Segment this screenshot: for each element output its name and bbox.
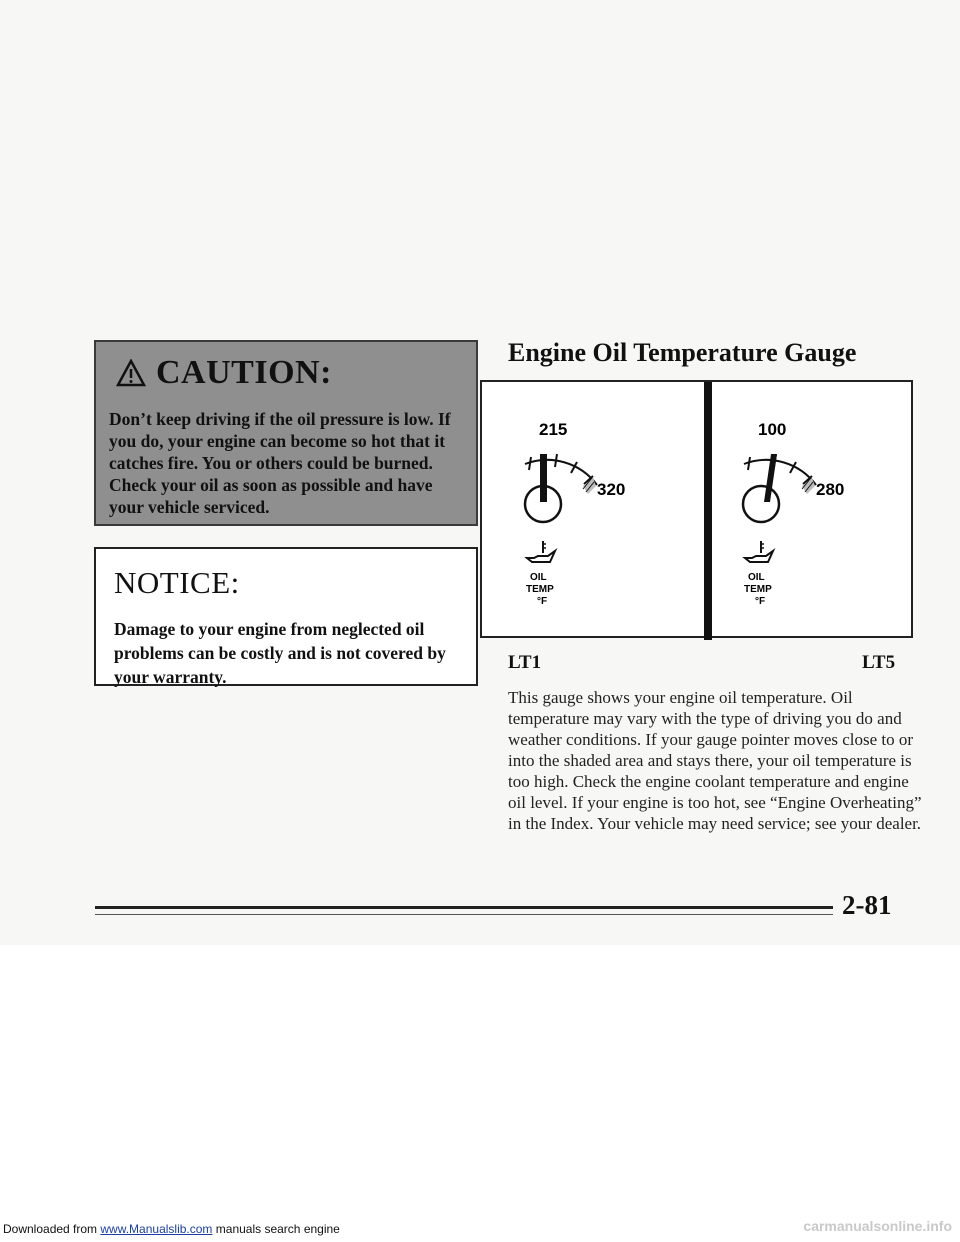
lt1-label-oil: OIL — [530, 572, 547, 583]
caution-text: Don’t keep driving if the oil pressure is low. If you do, your engine can become so hot that it catches fire. You or others could be burned. Check your oil as soon as possible and have your vehicle serviced. — [109, 409, 451, 517]
lt5-gauge — [743, 420, 844, 607]
lt1-gauge — [525, 420, 625, 607]
page-number: 2-81 — [842, 890, 892, 920]
watermark: carmanualsonline.info — [803, 1218, 952, 1234]
lt5-label-unit: °F — [755, 596, 766, 607]
warning-triangle-icon — [116, 359, 146, 387]
section-heading: Engine Oil Temperature Gauge — [508, 338, 857, 367]
download-footer — [3, 1222, 340, 1236]
oil-can-icon — [745, 551, 773, 562]
lt1-label-temp: TEMP — [526, 584, 554, 595]
caution-title: CAUTION: — [156, 354, 332, 391]
lt1-caption: LT1 — [508, 652, 542, 673]
lt5-min-label: 100 — [758, 420, 787, 439]
lt1-min-label: 215 — [539, 420, 568, 439]
gauge-illustration — [480, 380, 913, 638]
caution-box — [94, 340, 478, 526]
lt5-caption: LT5 — [862, 652, 896, 673]
gauge-description: This gauge shows your engine oil temperature. Oil temperature may vary with the type of driving you do and weather conditions. If your gauge pointer moves close to or into the shaded area and stays there, your oil temperature is too high. Check the engine coolant temperature and engine oil level. If your engine is too hot, see “Engine Overheating” in the Index. Your vehicle may need service; see your dealer. — [508, 688, 922, 833]
lt5-max-label: 280 — [816, 480, 845, 499]
notice-title: NOTICE: — [114, 565, 240, 600]
footer-rule — [95, 906, 833, 909]
lt5-label-oil: OIL — [748, 572, 765, 583]
footer-prefix: Downloaded from — [3, 1222, 101, 1236]
lt1-label-unit: °F — [537, 596, 548, 607]
footer-suffix: manuals search engine — [212, 1222, 340, 1236]
lt5-label-temp: TEMP — [744, 584, 772, 595]
notice-box — [94, 547, 478, 686]
caution-heading — [116, 354, 332, 392]
footer-rule-thin — [95, 914, 833, 915]
notice-text: Damage to your engine from neglected oil problems can be costly and is not covered by your warranty. — [114, 619, 446, 687]
lt1-max-label: 320 — [597, 480, 626, 499]
manualslib-link[interactable]: www.Manualslib.com — [100, 1222, 213, 1236]
oil-can-icon — [527, 551, 555, 562]
